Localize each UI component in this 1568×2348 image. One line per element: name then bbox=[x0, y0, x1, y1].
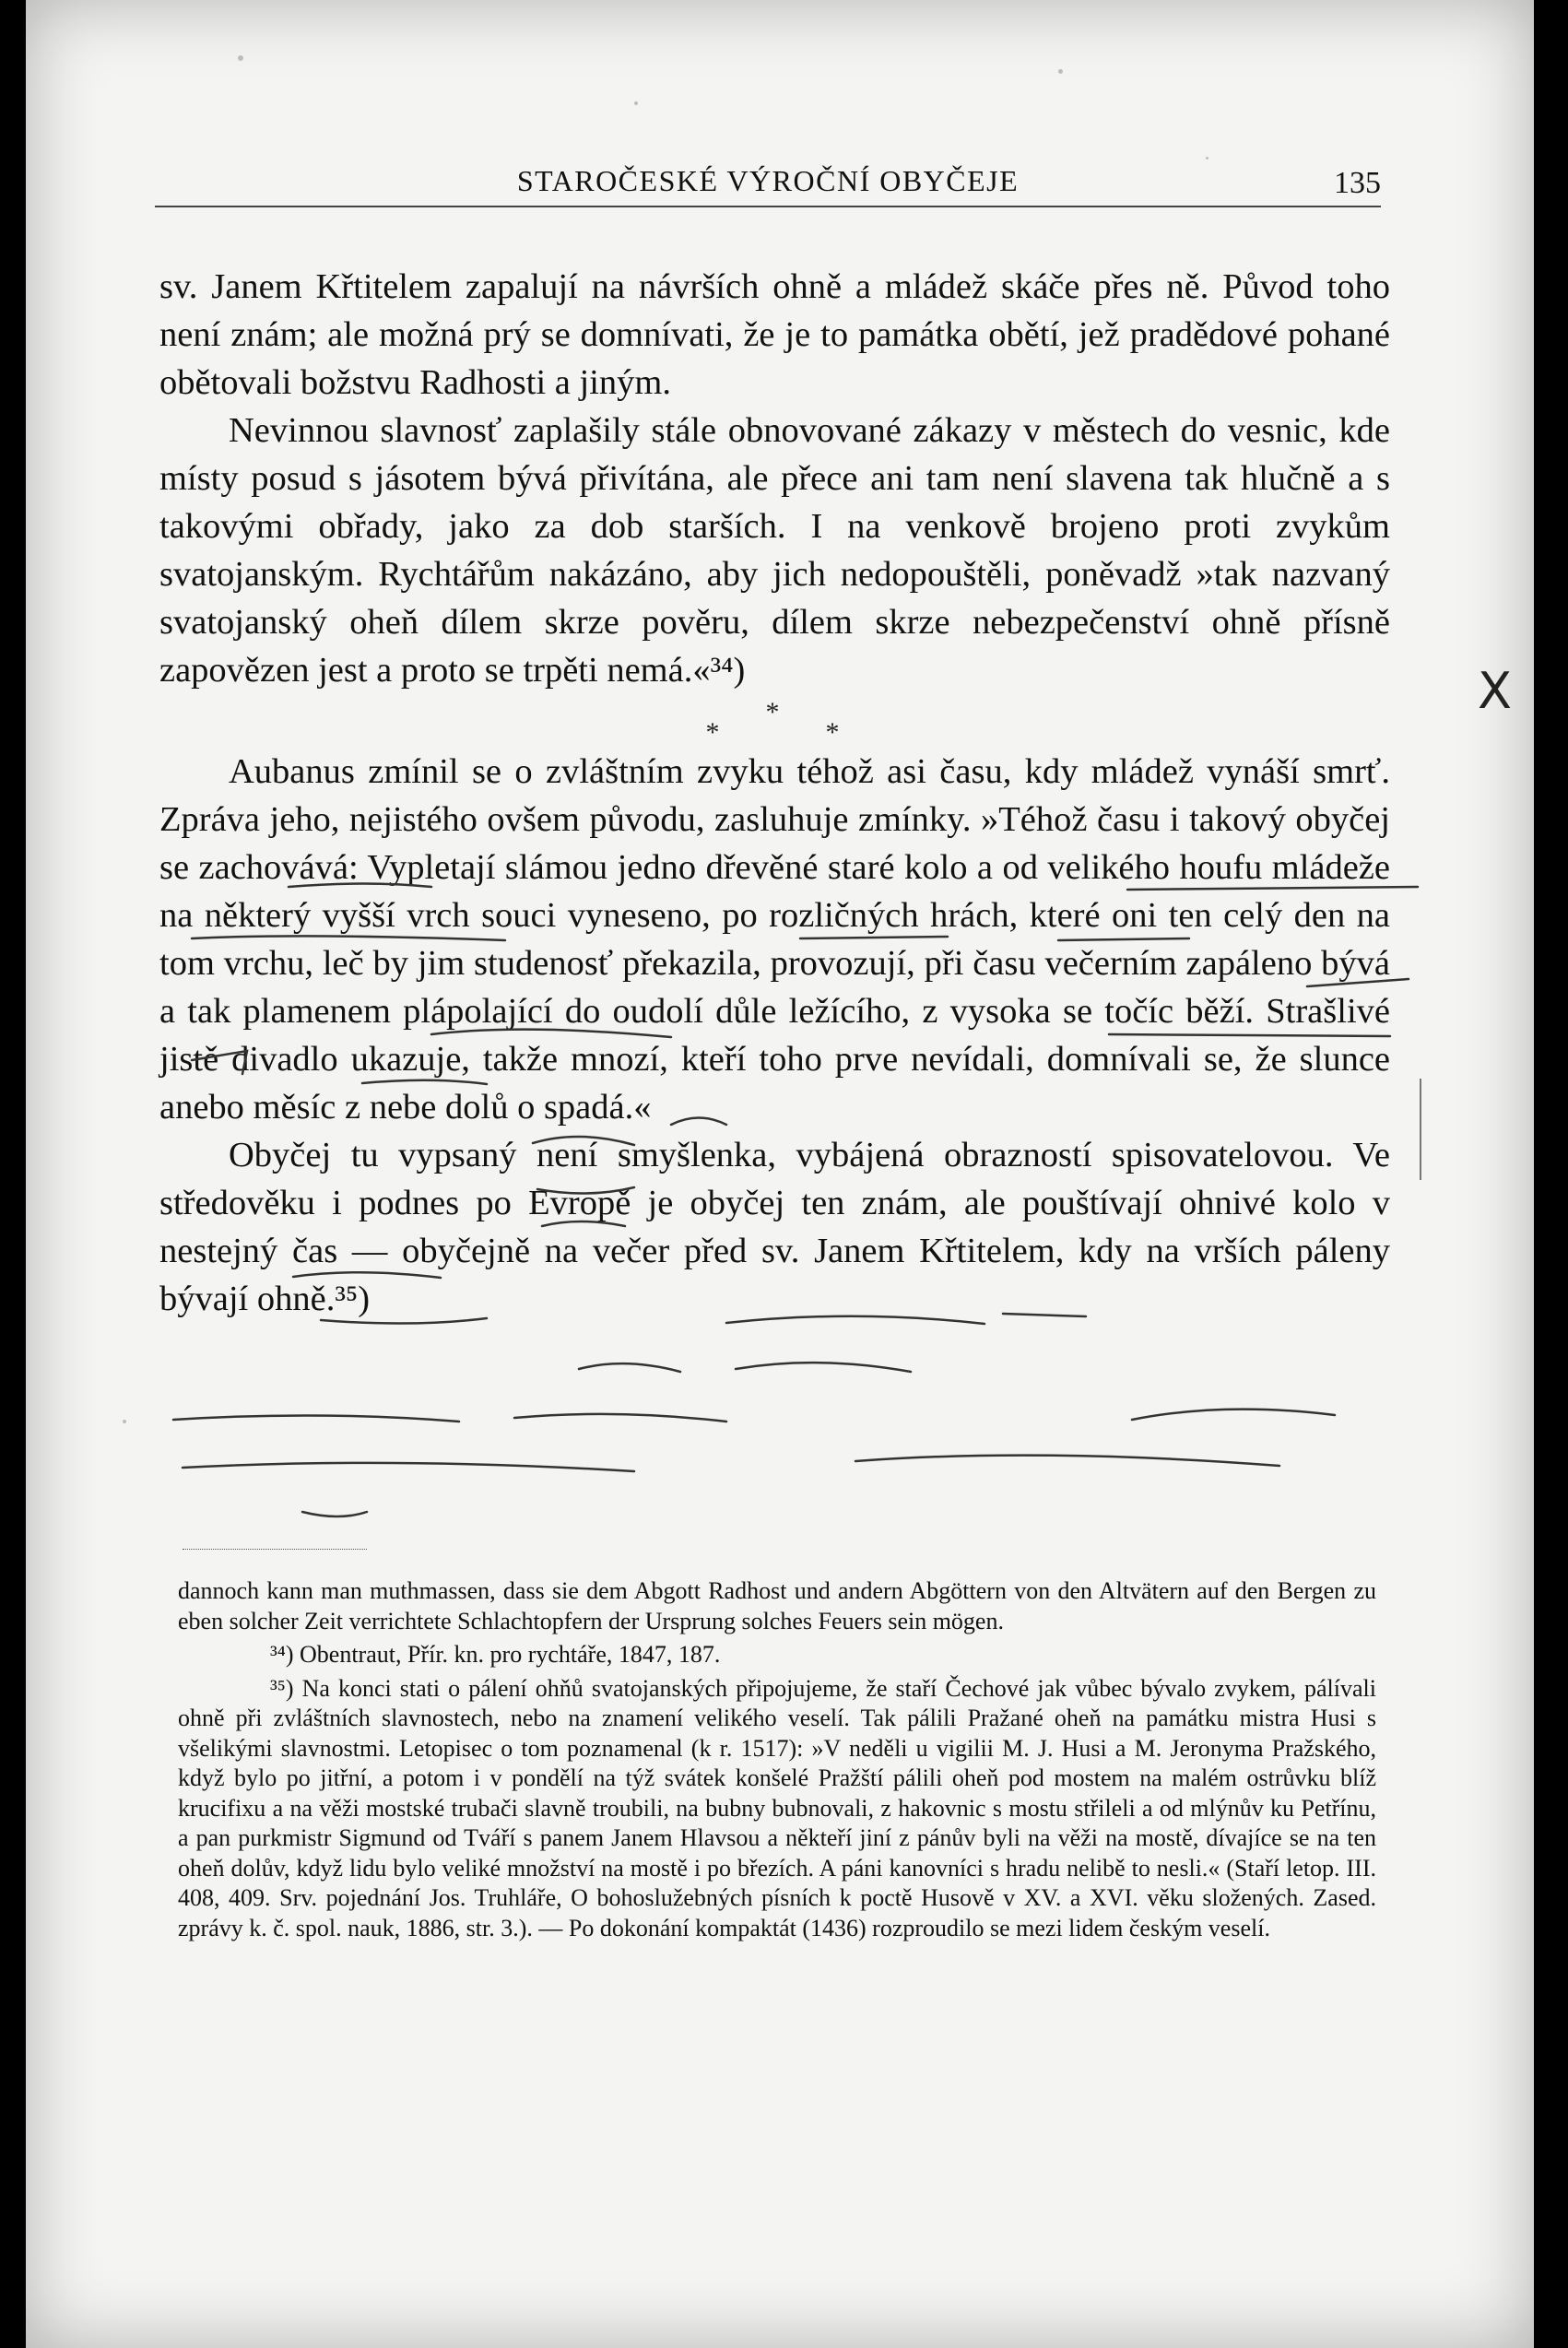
handwritten-underline bbox=[289, 884, 431, 888]
handwritten-underline bbox=[362, 1080, 487, 1084]
handwritten-underline bbox=[1127, 887, 1418, 890]
handwritten-underline bbox=[542, 1221, 625, 1226]
handwritten-underline bbox=[537, 1187, 634, 1194]
footnote-34: ³⁴) Obentraut, Přír. kn. pro rychtáře, 1847, 187. bbox=[270, 1641, 721, 1668]
handwritten-underline bbox=[533, 1137, 634, 1145]
asterism-star: * bbox=[825, 717, 840, 748]
handwritten-underline bbox=[1132, 1410, 1335, 1420]
handwritten-underline bbox=[431, 1030, 671, 1037]
asterism-star: * bbox=[705, 717, 720, 748]
footnote-35: ³⁵) Na konci stati o pálení ohňů svatojanských připojujeme, že staří Čechové jak vůbec bývalo zvykem, pálívali ohně při zvláštních slavnostech, nebo na znamení velikého veselí. Tak pálili Pražané oheň na památku mistra Husi s všelikými slavnostmi. Letopisec o tom poznamenal (k r. 1517): »V neděli u vigilii M. J. Husi a M. Jeronyma Pražského, když bylo po jitřní, a potom i v pondělí na týž svátek konšelé Pražští pálili oheň pod mostem na malém ostrůvku blíž krucifixu a na věži mostské trubači slavně troubili, na bubny bubnovali, z hakovnic s mostu střileli a od mlýnův ku Petřínu, a pan purkmistr Sigmund od Tváří s panem Janem Hlavsou a někteří jiní z pánův byli na věži na mostě, dívajíce se na ten oheň dolův, když lidu bylo veliké množství na mostě i po březích. A páni kanovníci s hradu nelibě to nesli.« (Staří letop. III. 408, 409. Srv. pojednání Jos. Truhláře, O bohoslužebných písních k poctě Husově v XV. a XVI. věku složených. Zased. zprávy k. č. spol. nauk, 1886, str. 3.). — Po dokonání kompaktát (1436) rozproudilo se mezi lidem českým veselí. bbox=[178, 1674, 1376, 1941]
handwritten-underline bbox=[293, 1272, 441, 1278]
handwritten-underline bbox=[736, 1363, 911, 1372]
handwritten-hook bbox=[302, 1512, 367, 1516]
running-title: STAROČESKÉ VÝROČNÍ OBYČEJE bbox=[516, 164, 1020, 197]
paragraph: Obyčej tu vypsaný není smyšlenka, vybájená obrazností spisovatelovou. Ve středověku i podnes po Evropě je obyčej ten znám, ale pouštívají ohnivé kolo v nestejný čas — obyčejně na večer před sv. Janem Křtitelem, kdy na vrších páleny bývají ohně.³⁵) bbox=[159, 1136, 1390, 1318]
handwritten-underline bbox=[192, 936, 505, 940]
margin-cross-mark: X bbox=[1478, 662, 1512, 720]
handwritten-underline bbox=[173, 1415, 459, 1422]
handwritten-underline bbox=[1003, 1314, 1086, 1316]
handwritten-underline bbox=[800, 937, 948, 938]
paragraph: Nevinnou slavnosť zaplašily stále obnovované zákazy v městech do vesnic, kde místy posud s jásotem bývá přivítána, ale přece ani tam není slavena tak hlučně a s takovými obřady, jako za dob starších. I na venkově brojeno proti zvykům svatojanským. Rychtářům nakázáno, aby jich nedopouštěli, poněvadž »tak nazvaný svatojanský oheň dílem skrze pověru, dílem skrze nebezpečenství ohně přísně zapovězen jest a proto se trpěti nemá.«³⁴) bbox=[159, 411, 1390, 690]
paragraph: Aubanus zmínil se o zvláštním zvyku téhož asi času, kdy mládež vynáší smrť. Zpráva jeho, nejistého ovšem původu, zasluhuje zmínky. »Téhož času i takový obyčej se zachovává: Vypletají slámou jedno dřevěné staré kolo a od velikého houfu mládeže na některý vyšší vrch souci vyneseno, po rozličných hrách, které oni ten celý den na tom vrchu, leč by jim studenosť překazila, provozují, při času večerním zapáleno bývá a tak plamenem plápolající do oudolí důle ležícího, z vysoka se točíc běží. Strašlivé jistě divadlo ukazuje, takže mnozí, kteří toho prve nevídali, domnívali se, že slunce anebo měsíc z nebe dolů o spadá.« bbox=[159, 752, 1390, 1127]
handwritten-arc bbox=[671, 1118, 726, 1126]
handwritten-underline bbox=[321, 1318, 487, 1324]
handwritten-underline bbox=[1307, 979, 1409, 986]
scanned-page bbox=[26, 0, 1534, 2348]
handwritten-underline bbox=[726, 1316, 984, 1324]
handwritten-underline bbox=[855, 1456, 1279, 1466]
handwritten-bracket bbox=[192, 1051, 247, 1074]
page-number: 135 bbox=[1334, 166, 1381, 200]
handwritten-underline bbox=[1058, 938, 1189, 940]
handwritten-underline bbox=[514, 1414, 726, 1422]
handwritten-underline bbox=[1109, 1034, 1390, 1036]
paragraph: sv. Janem Křtitelem zapalují na návrších ohně a mládež skáče přes ně. Původ toho není znám; ale možná prý se domnívati, že je to památka obětí, jež pradědové pohané obětovali božstvu Radhosti a jiným. bbox=[159, 267, 1390, 402]
pencil-annotations bbox=[26, 0, 1534, 2348]
asterism-star: * bbox=[765, 697, 780, 727]
footnote-continuation: dannoch kann man muthmassen, dass sie dem Abgott Radhost und andern Abgöttern von den Altvätern auf den Bergen zu eben solcher Zeit verrichtete Schlachtopfern der Ursprung solches Feuers sein mögen. bbox=[178, 1577, 1376, 1634]
handwritten-underline bbox=[579, 1363, 680, 1372]
handwritten-underline bbox=[183, 1463, 634, 1471]
